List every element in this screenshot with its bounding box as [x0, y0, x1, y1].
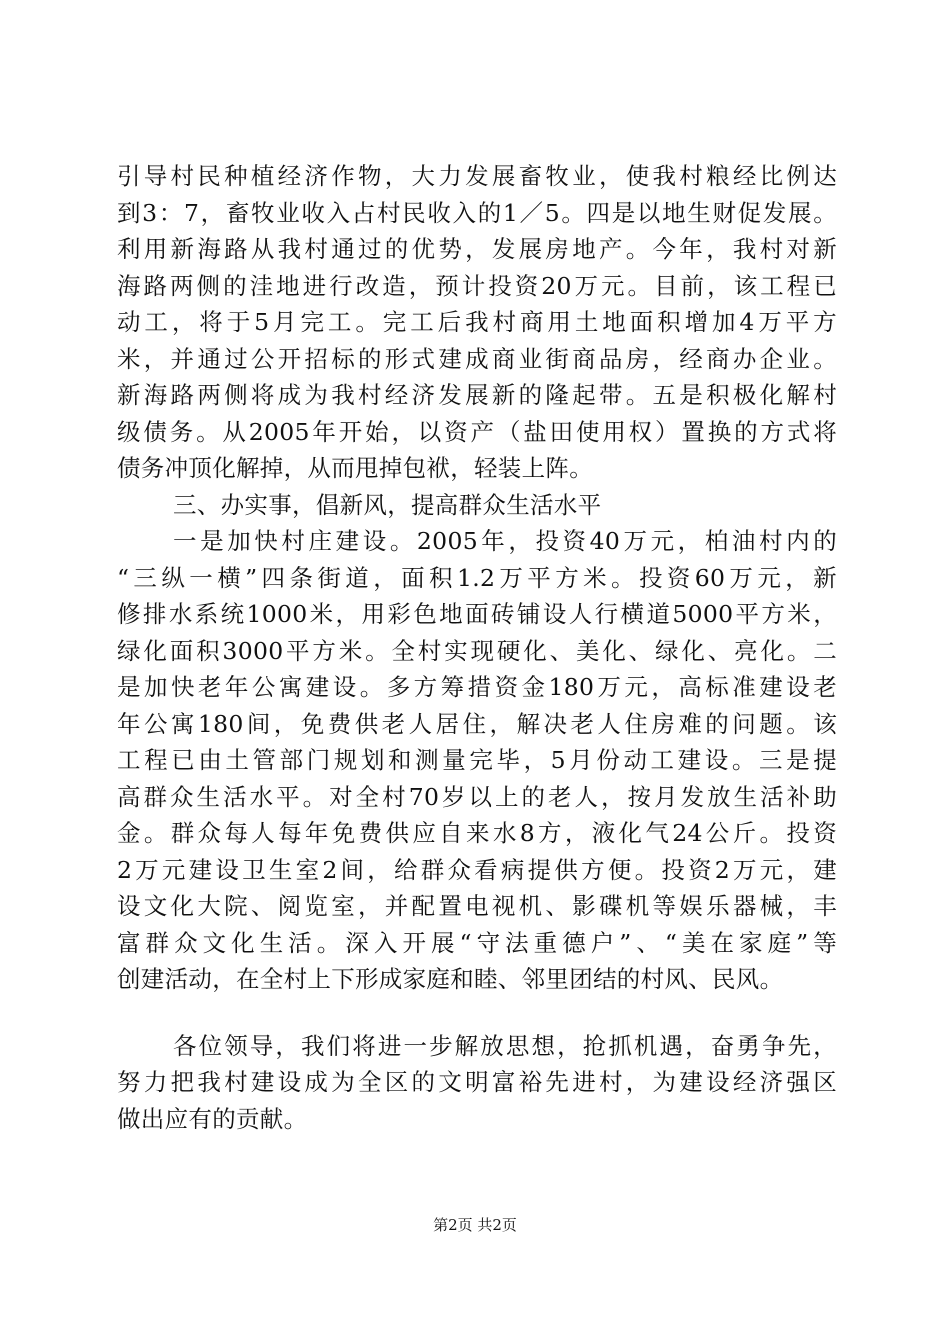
text-line: 海路两侧的洼地进行改造，预计投资20万元。目前，该工程已: [117, 271, 837, 300]
text-line: 引导村民种植经济作物，大力发展畜牧业，使我村粮经比例达: [117, 162, 837, 190]
paragraph-gap: [117, 998, 837, 1028]
text-line: 修排水系统1000米，用彩色地面砖铺设人行横道5000平方米，: [117, 600, 837, 628]
text-line: 级债务。从2005年开始，以资产（盐田使用权）置换的方式将: [117, 417, 837, 446]
text-line: 高群众生活水平。对全村70岁以上的老人，按月发放生活补助: [117, 782, 837, 811]
text-line: 做出应有的贡献。: [117, 1104, 308, 1133]
text-line: 2万元建设卫生室2间，给群众看病提供方便。投资2万元，建: [117, 855, 837, 884]
text-line: 债务冲顶化解掉，从而甩掉包袱，轻装上阵。: [117, 454, 593, 482]
document-body: [117, 158, 837, 1137]
text-line: 富群众文化生活。深入开展“守法重德户”、“美在家庭”等: [117, 928, 837, 957]
text-line: 动工，将于5月完工。完工后我村商用土地面积增加4万平方: [117, 308, 837, 336]
text-line: 是加快老年公寓建设。多方筹措资金180万元，高标准建设老: [117, 673, 837, 701]
text-line: 米，并通过公开招标的形式建成商业街商品房，经商办企业。: [117, 344, 837, 373]
text-line: 年公寓180间，免费供老人居住，解决老人住房难的问题。该: [117, 709, 837, 738]
text-line: 三、办实事，倡新风，提高群众生活水平: [173, 490, 602, 519]
text-line: 一是加快村庄建设。2005年，投资40万元，柏油村内的: [173, 527, 837, 555]
paragraph: [117, 158, 837, 487]
paragraph: [117, 1028, 837, 1138]
text-line: 绿化面积3000平方米。全村实现硬化、美化、绿化、亮化。二: [117, 636, 837, 665]
section-heading: [117, 487, 837, 524]
text-line: 创建活动，在全村上下形成家庭和睦、邻里团结的村风、民风。: [117, 965, 784, 993]
text-line: 工程已由土管部门规划和测量完毕，5月份动工建设。三是提: [117, 746, 837, 774]
text-line: 设文化大院、阅览室，并配置电视机、影碟机等娱乐器械，丰: [117, 892, 837, 920]
text-line: 到3：7，畜牧业收入占村民收入的1／5。四是以地生财促发展。: [117, 198, 837, 227]
page-footer: [0, 1214, 950, 1235]
text-line: 金。群众每人每年免费供应自来水8方，液化气24公斤。投资: [117, 819, 837, 847]
text-line: 新海路两侧将成为我村经济发展新的隆起带。五是积极化解村: [117, 381, 837, 409]
text-line: 各位领导，我们将进一步解放思想，抢抓机遇，奋勇争先，: [173, 1031, 837, 1060]
page-number: 第2页 共2页: [433, 1216, 517, 1234]
text-line: 努力把我村建设成为全区的文明富裕先进村，为建设经济强区: [117, 1068, 837, 1096]
text-line: “三纵一横”四条街道，面积1.2万平方米。投资60万元，新: [117, 563, 837, 592]
text-line: 利用新海路从我村通过的优势，发展房地产。今年，我村对新: [117, 235, 837, 263]
paragraph: [117, 523, 837, 998]
